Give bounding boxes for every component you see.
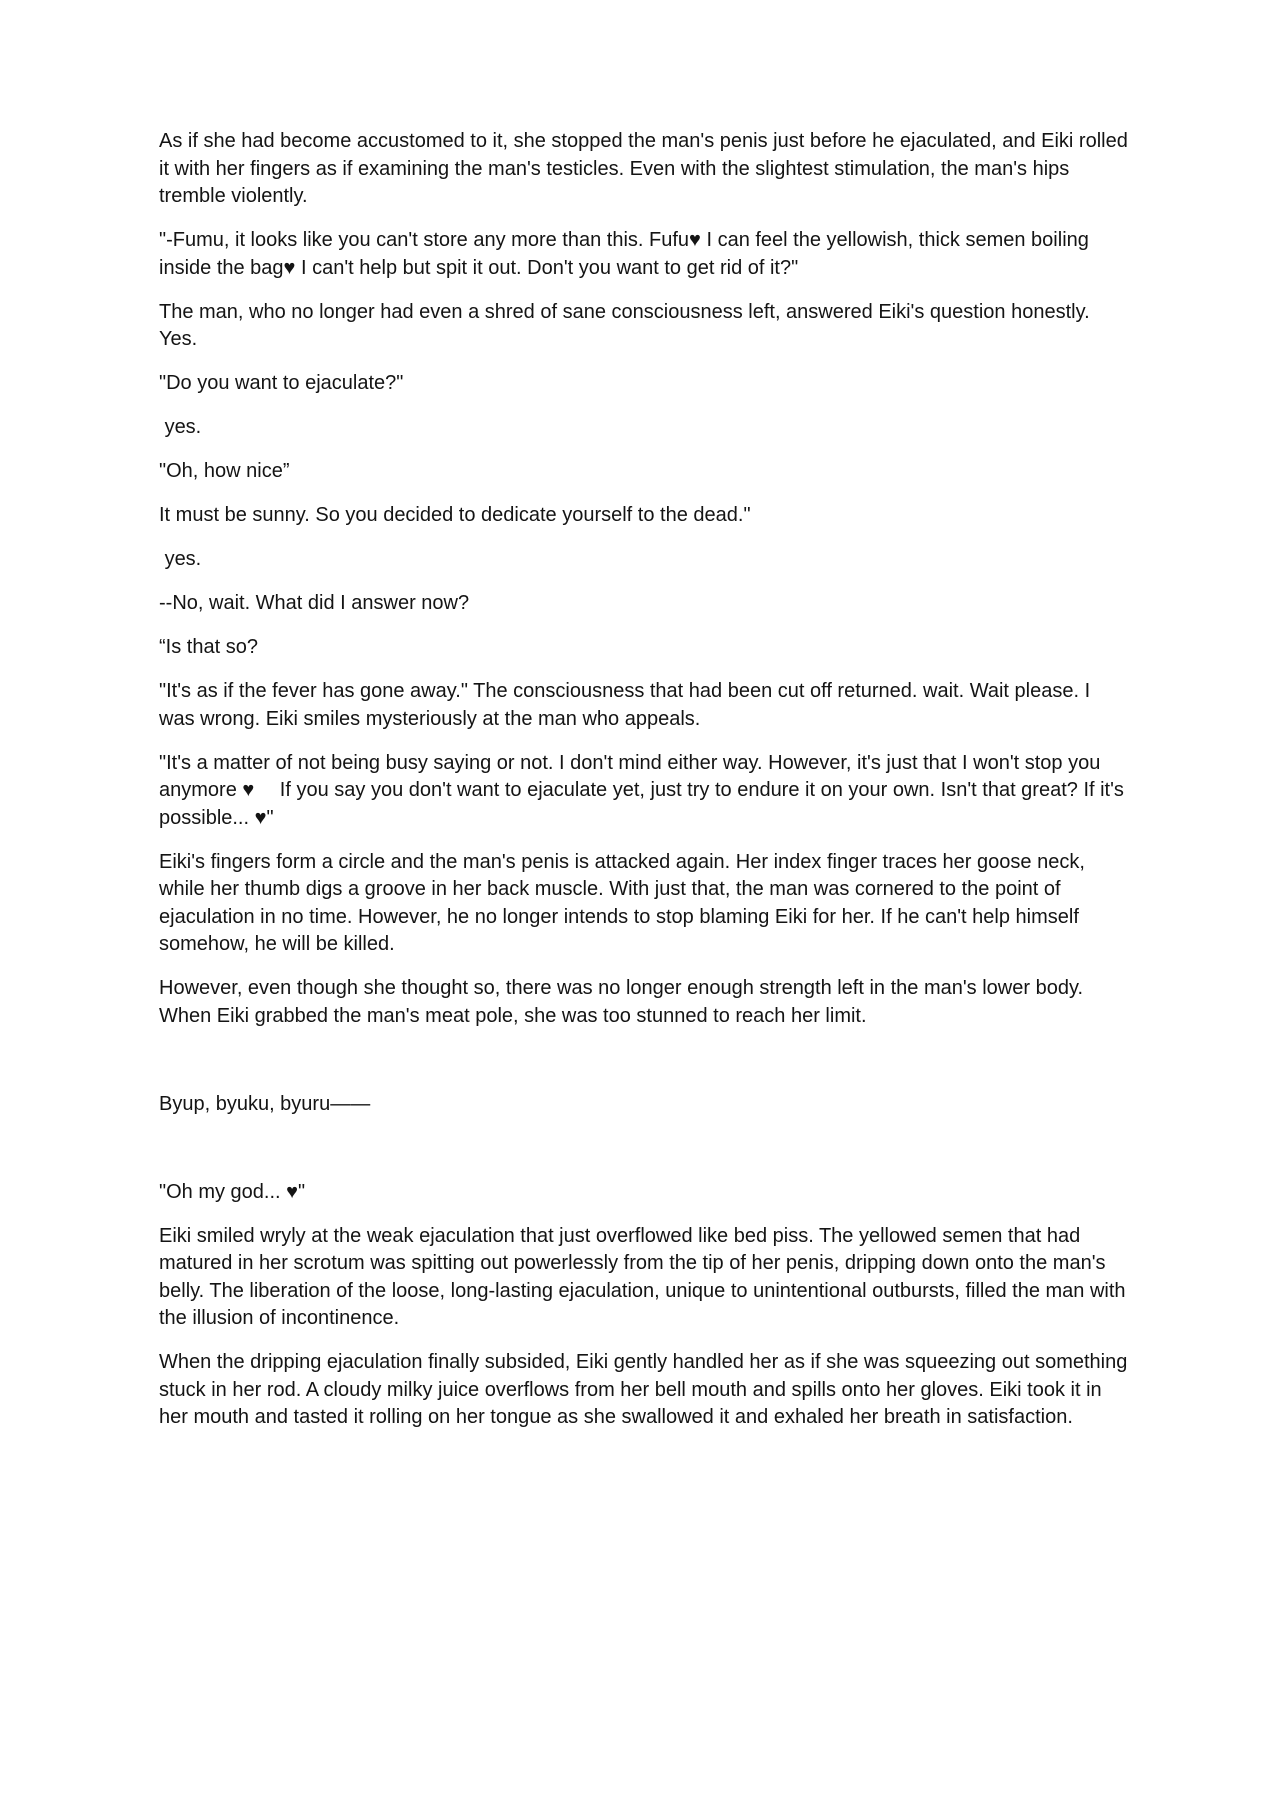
paragraph: --No, wait. What did I answer now? bbox=[159, 592, 470, 614]
paragraph: yes. bbox=[159, 548, 202, 570]
paragraph: yes. bbox=[159, 416, 202, 438]
paragraph: When the dripping ejaculation finally subsided, Eiki gently handled her as if she was squeezing out something stuck in her rod. A cloudy milky juice overflows from her bell mouth and spills onto her gloves. Eiki took it in her mouth and tasted it rolling on her tongue as she swallowed it and exhaled her breath in satisfaction. bbox=[159, 1351, 1133, 1428]
paragraph: The man, who no longer had even a shred of sane consciousness left, answered Eiki's question honestly. Yes. bbox=[159, 300, 1095, 350]
paragraph: Byup, byuku, byuru—— bbox=[159, 1092, 371, 1115]
paragraph-blank bbox=[159, 1047, 1128, 1075]
paragraph: "Do you want to ejaculate?" bbox=[159, 372, 404, 394]
paragraph: It must be sunny. So you decided to dedicate yourself to the dead." bbox=[159, 504, 751, 526]
paragraph: “Is that so? bbox=[159, 636, 258, 658]
paragraph: However, even though she thought so, there was no longer enough strength left in the man's lower body. When Eiki grabbed the man's meat pole, she was too stunned to reach her limit. bbox=[159, 977, 1089, 1027]
paragraph: "Oh my god... ♥" bbox=[159, 1180, 306, 1203]
paragraph: "It's as if the fever has gone away." The consciousness that had been cut off returned. wait. Wait please. I was wrong. Eiki smiles mysteriously at the man who appeals. bbox=[159, 680, 1096, 730]
paragraph: "It's a matter of not being busy saying or not. I don't mind either way. However, it's just that I won't stop you anymore ♥ If you say you don't want to ejaculate yet, just try to endure it on your own. Isn't that great? If it's possible... ♥" bbox=[159, 751, 1130, 829]
paragraph: As if she had become accustomed to it, she stopped the man's penis just before he ejaculated, and Eiki rolled it with her fingers as if examining the man's testicles. Even with the slightest stimulation, the man's hips tremble violently. bbox=[159, 130, 1134, 207]
paragraph: Eiki's fingers form a circle and the man's penis is attacked again. Her index finger traces her goose neck, while her thumb digs a groove in her back muscle. With just that, the man was cornered to the point of ejaculation in no time. However, he no longer intends to stop blaming Eiki for her. If he can't help himself somehow, he will be killed. bbox=[159, 850, 1091, 955]
paragraph-blank bbox=[159, 1135, 1128, 1163]
paragraph: Eiki smiled wryly at the weak ejaculation that just overflowed like bed piss. The yellowed semen that had matured in her scrotum was spitting out powerlessly from the tip of her penis, dripping down onto the man's belly. The liberation of the loose, long-lasting ejaculation, unique to unintentional outbursts, filled the man with the illusion of incontinence. bbox=[159, 1224, 1132, 1329]
paragraph: "-Fumu, it looks like you can't store any more than this. Fufu♥ I can feel the yellowish, thick semen boiling inside the bag♥ I can't help but spit it out. Don't you want to get rid of it?" bbox=[159, 229, 1095, 279]
paragraph: "Oh, how nice” bbox=[159, 460, 290, 482]
